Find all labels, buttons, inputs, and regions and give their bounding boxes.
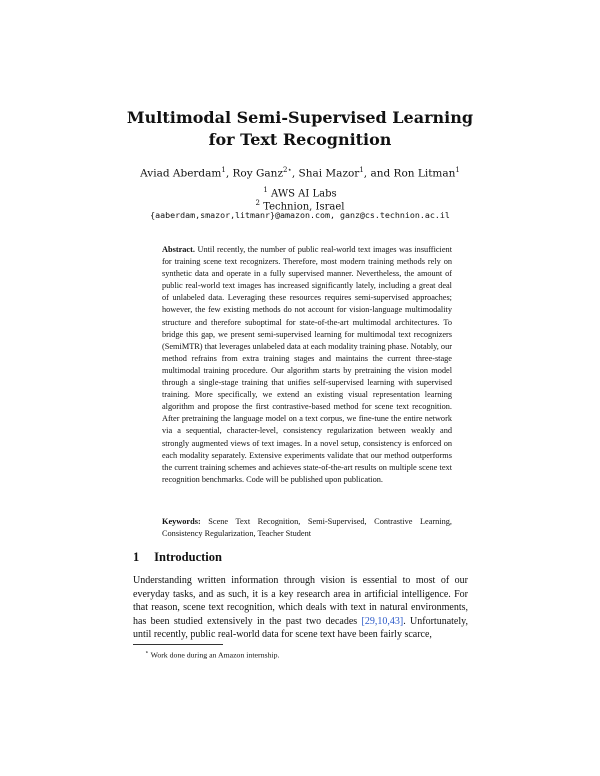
affiliation-mark: 1 [455, 166, 460, 174]
keywords [162, 516, 452, 540]
abstract-text: Until recently, the number of public real-world text images was insufficient for training scene text recognizers. Therefore, most modern training methods rely on synthetic data and operate in a fully supervised manner. Nevertheless, the amount of public real-world text images has increased significantly lately, including a great deal of unlabeled data. Leveraging these resources requires semi-supervised approaches; however, the few existing methods do not account for vision-language multimodality structure and therefore suboptimal for state-of-the-art multimodal architectures. To bridge this gap, we present semi-supervised learning for multimodal text recognizers (SemiMTR) that leverages unlabeled data at each modality training phase. Notably, our method refrains from extra training stages and maintains the current three-stage multimodal training procedure. Our algorithm starts by pretraining the vision model through a single-stage training that unifies self-supervised learning with supervised training. More specifically, we extend an existing visual representation learning algorithm and propose the first contrastive-based method for scene text recognition. After pretraining the language model on a text corpus, we fine-tune the entire network via a sequential, character-level, consistency regularization between weakly and strongly augmented views of text images. In a novel setup, consistency is enforced on each modality separately. Extensive experiments validate that our method outperforms the current training schemes and achieves state-of-the-art results on multiple scene text recognition benchmarks. Code will be published upon publication. [162, 245, 453, 484]
affiliation-name: Technion, Israel [263, 201, 345, 213]
author-name: Ron Litman [393, 167, 456, 180]
intro-text: . Unfortunately, until recently, public real-world data for scene text have been fairly scarce, [133, 615, 468, 640]
footnote [145, 648, 465, 661]
affiliation-mark: 2⋆ [282, 166, 292, 174]
footnote-mark: ⋆ [145, 650, 149, 656]
intro-text: Understanding written information through vision is essential to most of our everyday tasks, and as such, it is a key research area in artificial intelligence. For that reason, scene text recognition, which deals with text in natural environments, has been studied extensively in the past two decades [133, 575, 468, 627]
keywords-text: Scene Text Recognition, Semi-Supervised, Contrastive Learning, Consistency Regularization, Teacher Student [162, 517, 452, 539]
affiliation-mark: 1 [359, 166, 364, 174]
affiliation-mark: 2 [255, 199, 261, 207]
author-name: Shai Mazor [298, 167, 360, 180]
affiliation-name: AWS AI Labs [271, 188, 337, 200]
affiliation-mark: 1 [221, 166, 226, 174]
footnote-rule [133, 644, 223, 645]
abstract-label: Abstract. [162, 245, 195, 254]
affiliation-mark: 1 [263, 186, 268, 194]
paper-title: Multimodal Semi-Supervised Learning for Text Recognition [126, 108, 474, 149]
citation-link[interactable]: [29,10,43] [361, 615, 404, 627]
section-number: 1 [133, 550, 140, 564]
section-title: Introduction [154, 550, 222, 564]
author-emails: {aaberdam,smazor,litmanr}@amazon.com, ganz@cs.technion.ac.il [150, 210, 450, 220]
footnote-text: Work done during an Amazon internship. [150, 650, 280, 660]
section-heading [133, 550, 222, 565]
keywords-label: Keywords: [162, 517, 201, 526]
author-list: Aviad Aberdam$^1$, Roy Ganz$^{2⋆}$, Shai Mazor$^1$, and Ron Litman$^1$ [140, 166, 460, 180]
introduction-paragraph [133, 574, 468, 642]
author-name: Roy Ganz [232, 167, 283, 180]
author-name: Aviad Aberdam [140, 167, 222, 180]
abstract [162, 244, 452, 486]
